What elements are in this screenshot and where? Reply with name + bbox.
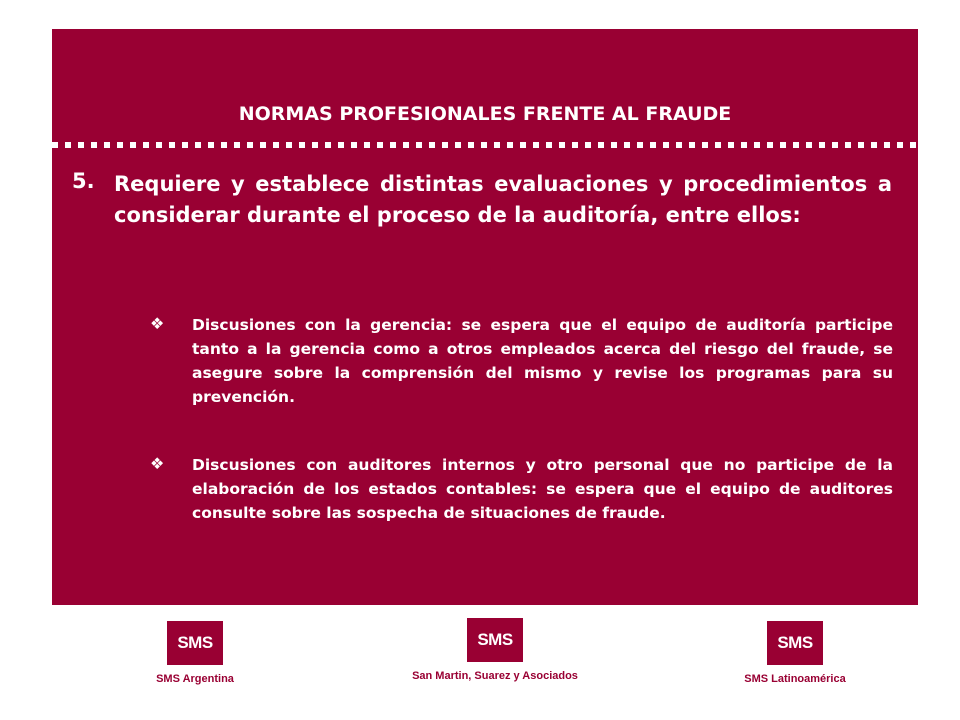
- sms-logo-mark: SMS: [167, 621, 223, 665]
- sms-logo-mark: SMS: [467, 618, 523, 662]
- logo-sms-argentina: [125, 621, 265, 685]
- logo-sms-latinoamerica: [725, 621, 865, 685]
- bullet-text: Discusiones con auditores internos y otro personal que no participe de la elaboración de los estados contables: se espera que el equipo de auditores consulte sobre las sospecha de situaciones de fraude.: [192, 456, 893, 522]
- item-number: 5.: [72, 169, 95, 193]
- item-text: Requiere y establece distintas evaluaciones y procedimientos a considerar durante el proceso de la auditoría, entre ellos:: [114, 172, 892, 227]
- content-panel: [52, 29, 918, 605]
- slide-title: NORMAS PROFESIONALES FRENTE AL FRAUDE: [238, 103, 732, 125]
- sms-logo-mark: SMS: [767, 621, 823, 665]
- dotted-divider: [52, 142, 918, 148]
- logo-caption: SMS Latinoamérica: [744, 673, 846, 685]
- diamond-bullet-icon: ❖: [150, 454, 165, 473]
- logo-caption: SMS Argentina: [156, 673, 234, 685]
- logo-san-martin-suarez: [405, 618, 585, 682]
- logo-caption: San Martin, Suarez y Asociados: [412, 670, 578, 682]
- bullet-text: Discusiones con la gerencia: se espera que el equipo de auditoría participe tanto a la gerencia como a otros empleados acerca del riesgo del fraude, se asegure sobre la comprensión del mismo y revise los programas para su prevención.: [192, 316, 893, 406]
- diamond-bullet-icon: ❖: [150, 314, 165, 333]
